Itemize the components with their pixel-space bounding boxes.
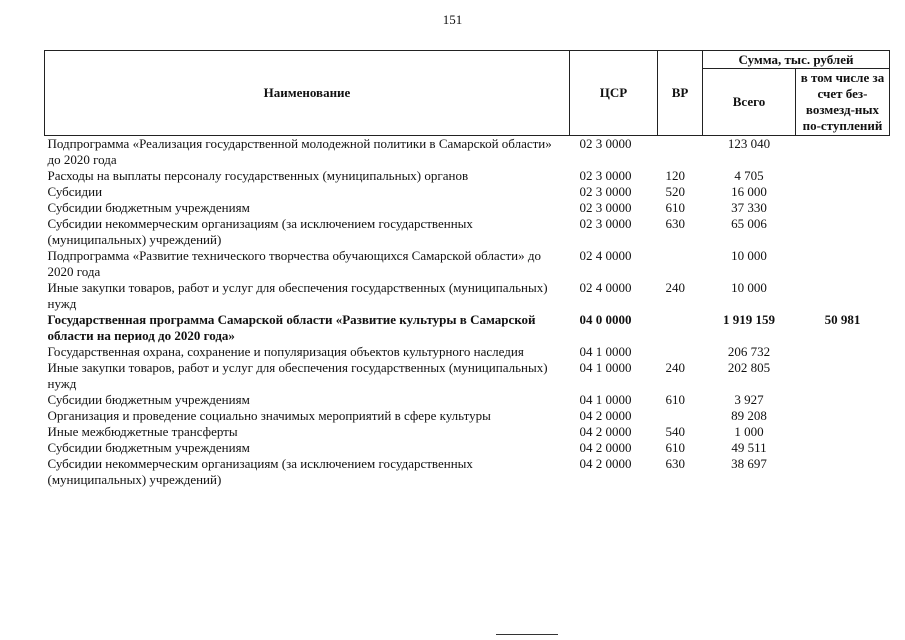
table-row: [45, 456, 890, 488]
cell-name: Субсидии некоммерческим организациям (за исключением государственных (муниципальных) учреждений): [47, 216, 473, 247]
cell-including: [796, 248, 890, 280]
table-row: [45, 248, 890, 280]
cell-including: 50 981: [824, 312, 861, 327]
cell-csr: 04 2 0000: [579, 424, 632, 439]
cell-total: 10 000: [731, 280, 767, 295]
table-row: [45, 200, 890, 216]
cell-including: [796, 424, 890, 440]
cell-total: 202 805: [727, 360, 771, 375]
cell-csr: 04 2 0000: [579, 408, 632, 423]
table-row: [45, 312, 890, 344]
cell-vr: [658, 344, 703, 360]
table-row: [45, 440, 890, 456]
table-body: [45, 136, 890, 489]
cell-including: [796, 168, 890, 184]
budget-table: [44, 50, 890, 488]
cell-total: 38 697: [731, 456, 767, 471]
table-row: [45, 424, 890, 440]
page-number: 151: [442, 12, 463, 27]
cell-vr: 120: [665, 168, 685, 183]
cell-total: 206 732: [727, 344, 771, 359]
cell-including: [796, 392, 890, 408]
header-csr: ЦСР: [570, 51, 658, 136]
cell-total: 1 000: [734, 424, 764, 439]
cell-vr: [658, 248, 703, 280]
table-row: [45, 392, 890, 408]
cell-including: [796, 344, 890, 360]
cell-name: Подпрограмма «Реализация государственной молодежной политики в Самарской области» до 2020 года: [47, 136, 552, 167]
cell-including: [796, 216, 890, 248]
cell-total: 49 511: [731, 440, 767, 455]
cell-including: [796, 360, 890, 392]
cell-name: Организация и проведение социально значимых мероприятий в сфере культуры: [47, 408, 491, 423]
table-row: [45, 168, 890, 184]
cell-name: Субсидии бюджетным учреждениям: [47, 200, 250, 215]
cell-name: Субсидии: [47, 184, 103, 199]
cell-csr: 04 0 0000: [579, 312, 632, 327]
cell-csr: 02 4 0000: [579, 248, 632, 263]
cell-vr: [658, 136, 703, 169]
cell-csr: 02 3 0000: [579, 136, 632, 151]
cell-name: Подпрограмма «Развитие технического творчества обучающихся Самарской области» до 2020 года: [47, 248, 541, 279]
cell-total: 1 919 159: [723, 312, 775, 327]
cell-including: [796, 280, 890, 312]
cell-csr: 02 4 0000: [579, 280, 632, 295]
cell-vr: 540: [665, 424, 685, 439]
table-row: [45, 280, 890, 312]
cell-total: 10 000: [731, 248, 767, 263]
cell-total: 4 705: [734, 168, 764, 183]
cell-name: Расходы на выплаты персоналу государственных (муниципальных) органов: [47, 168, 469, 183]
table-header: [45, 51, 890, 136]
cell-csr: 04 1 0000: [579, 392, 632, 407]
cell-name: Субсидии некоммерческим организациям (за исключением государственных (муниципальных) учреждений): [47, 456, 473, 487]
cell-vr: 630: [665, 216, 685, 231]
cell-including: [796, 200, 890, 216]
cell-total: 16 000: [731, 184, 767, 199]
cell-total: 3 927: [734, 392, 764, 407]
cell-vr: [658, 408, 703, 424]
header-total: Всего: [703, 69, 796, 136]
cell-csr: 02 3 0000: [579, 184, 632, 199]
cell-including: [796, 408, 890, 424]
cell-name: Государственная программа Самарской области «Развитие культуры в Самарской области на период до 2020 года»: [47, 312, 536, 343]
cell-including: [796, 136, 890, 169]
cell-vr: 240: [665, 280, 685, 295]
cell-name: Иные закупки товаров, работ и услуг для обеспечения государственных (муниципальных) нужд: [47, 280, 548, 311]
cell-total: 89 208: [731, 408, 767, 423]
cell-including: [796, 440, 890, 456]
cell-name: Иные закупки товаров, работ и услуг для обеспечения государственных (муниципальных) нужд: [47, 360, 548, 391]
cell-vr: 610: [665, 440, 685, 455]
cell-name: Субсидии бюджетным учреждениям: [47, 392, 250, 407]
cell-total: 65 006: [731, 216, 767, 231]
header-including: в том числе за счет без-возмезд-ных по-ступлений: [796, 69, 890, 136]
cell-csr: 02 3 0000: [579, 216, 632, 231]
cell-vr: 520: [665, 184, 685, 199]
cell-name: Государственная охрана, сохранение и популяризация объектов культурного наследия: [47, 344, 524, 359]
cell-vr: 630: [665, 456, 685, 471]
cell-name: Субсидии бюджетным учреждениям: [47, 440, 250, 455]
cell-vr: [658, 312, 703, 344]
cell-vr: 610: [665, 200, 685, 215]
table-row: [45, 408, 890, 424]
footer-divider: [496, 634, 558, 635]
cell-vr: 240: [665, 360, 685, 375]
cell-csr: 04 2 0000: [579, 440, 632, 455]
cell-csr: 02 3 0000: [579, 168, 632, 183]
cell-name: Иные межбюджетные трансферты: [47, 424, 238, 439]
header-name: Наименование: [45, 51, 570, 136]
header-sum-group: Сумма, тыс. рублей: [703, 51, 890, 69]
cell-total: 37 330: [731, 200, 767, 215]
cell-including: [796, 456, 890, 488]
cell-including: [796, 184, 890, 200]
cell-vr: 610: [665, 392, 685, 407]
cell-csr: 04 1 0000: [579, 344, 632, 359]
cell-csr: 04 1 0000: [579, 360, 632, 375]
table-row: [45, 344, 890, 360]
table-row: [45, 360, 890, 392]
table-row: [45, 136, 890, 169]
header-vr: ВР: [658, 51, 703, 136]
cell-total: 123 040: [727, 136, 771, 151]
cell-csr: 02 3 0000: [579, 200, 632, 215]
cell-csr: 04 2 0000: [579, 456, 632, 471]
table-row: [45, 184, 890, 200]
table-row: [45, 216, 890, 248]
